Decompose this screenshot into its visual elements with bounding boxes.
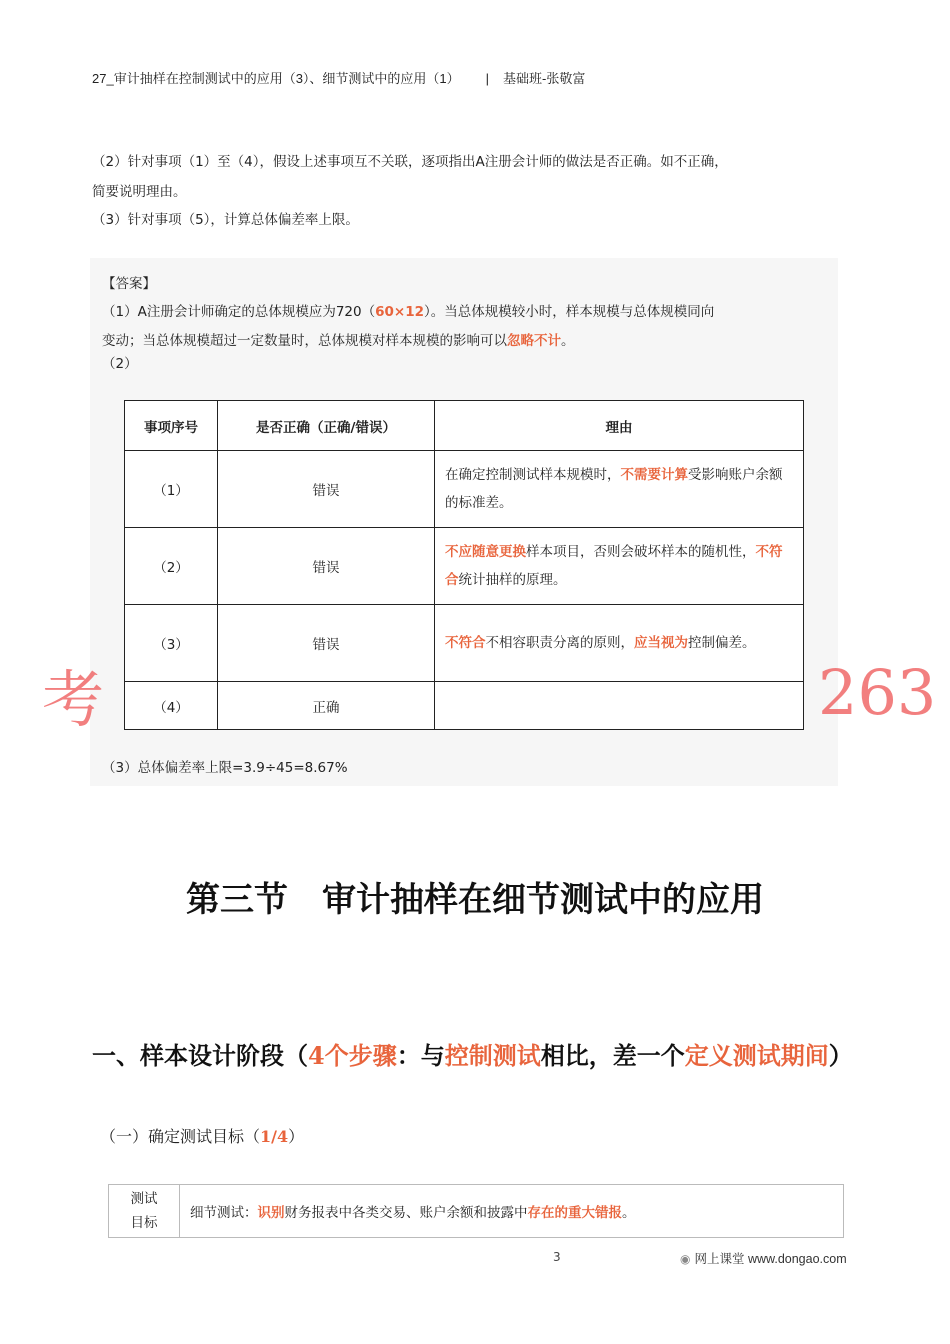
- reason-highlight-2: 不符合: [445, 544, 783, 588]
- objective-highlight-1: 识别: [257, 1205, 285, 1221]
- answer-table-header: [125, 401, 804, 451]
- page-number: 3: [553, 1250, 561, 1264]
- reason-highlight-2: 应当视为: [634, 635, 688, 651]
- row-reason: [435, 528, 804, 605]
- heading2-text-a: （一）确定测试目标（: [100, 1127, 261, 1146]
- footer-brand: [680, 1249, 847, 1267]
- header-separator: |: [485, 71, 490, 86]
- heading-highlight-control: 控制测试: [444, 1041, 541, 1070]
- objective-key: [109, 1185, 180, 1238]
- row-verdict: 正确: [218, 682, 435, 730]
- reason-text-a: 在确定控制测试样本规模时，: [445, 467, 621, 483]
- reason-text-b: 不相容职责分离的原则，: [485, 635, 634, 651]
- reason-highlight-1: 不应随意更换: [445, 544, 526, 560]
- row-number: （4）: [125, 682, 218, 730]
- heading-text-b: ：与: [396, 1041, 445, 1070]
- row-number: （2）: [125, 528, 218, 605]
- header-course: 基础班-张敬富: [503, 71, 586, 86]
- brand-text: 网上课堂 www.dongao.com: [694, 1252, 847, 1266]
- answer-1-line-1: [102, 302, 714, 322]
- watermark-right: 263: [818, 656, 937, 729]
- objective-highlight-2: 存在的重大错报: [527, 1205, 622, 1221]
- col-header-reason: 理由: [435, 401, 804, 451]
- row-reason: [435, 682, 804, 730]
- answer-1-text-d: 。: [561, 333, 575, 349]
- heading-sample-design: [92, 1038, 862, 1074]
- objective-text-b: 财务报表中各类交易、账户余额和披露中: [284, 1205, 528, 1221]
- table-row: [125, 605, 804, 682]
- objective-value: [180, 1185, 844, 1238]
- heading-text-c: 相比，差一个: [540, 1041, 685, 1070]
- heading-highlight-period: 定义测试期间: [684, 1041, 829, 1070]
- heading-test-objective: [100, 1124, 304, 1147]
- heading-highlight-steps: 4个步骤: [308, 1041, 397, 1070]
- answer-1-line-2: [102, 331, 575, 351]
- reason-text-c: 统计抽样的原理。: [458, 572, 567, 588]
- page-header: [92, 68, 585, 87]
- row-verdict: 错误: [218, 605, 435, 682]
- row-verdict: 错误: [218, 528, 435, 605]
- reason-text-b: 受影响账户余额的标准差。: [445, 467, 783, 511]
- objective-table: [108, 1184, 844, 1238]
- heading2-text-b: ）: [288, 1127, 305, 1146]
- answer-1-text-b: ）。当总体规模较小时，样本规模与总体规模同向: [423, 304, 715, 320]
- answer-heading: 【答案】: [102, 276, 156, 292]
- answer-3: （3）总体偏差率上限=3.9÷45=8.67%: [102, 760, 348, 776]
- row-number: （1）: [125, 451, 218, 528]
- question-2-line-2: 简要说明理由。: [92, 184, 187, 200]
- table-row: [125, 451, 804, 528]
- reason-highlight-1: 不符合: [445, 635, 486, 651]
- objective-text-a: 细节测试：: [190, 1205, 258, 1221]
- table-row: [125, 682, 804, 730]
- section-title: 第三节 审计抽样在细节测试中的应用: [186, 880, 764, 920]
- objective-key-text: 测试目标: [130, 1191, 158, 1231]
- watermark-left: 考: [42, 663, 105, 736]
- row-reason: [435, 605, 804, 682]
- col-header-number: 事项序号: [125, 401, 218, 451]
- reason-text-b: 样本项目，否则会破坏样本的随机性，: [526, 544, 756, 560]
- objective-row: [109, 1185, 844, 1238]
- answer-table: [124, 400, 804, 730]
- heading-text-d: ）: [828, 1041, 853, 1070]
- heading-text-a: 一、样本设计阶段（: [92, 1041, 308, 1070]
- row-verdict: 错误: [218, 451, 435, 528]
- reason-highlight-1: 不需要计算: [620, 467, 688, 483]
- answer-1-text-a: （1）A注册会计师确定的总体规模应为720（: [102, 304, 376, 320]
- answer-1-text-c: 变动；当总体规模超过一定数量时，总体规模对样本规模的影响可以: [102, 333, 507, 349]
- objective-text-c: 。: [622, 1205, 636, 1221]
- question-3: （3）针对事项（5），计算总体偏差率上限。: [92, 212, 359, 228]
- reason-text-c: 控制偏差。: [688, 635, 756, 651]
- col-header-verdict: 是否正确（正确/错误）: [218, 401, 435, 451]
- table-row: [125, 528, 804, 605]
- answer-1-highlight-2: 忽略不计: [507, 333, 561, 349]
- heading2-highlight: 1/4: [260, 1127, 289, 1146]
- row-number: （3）: [125, 605, 218, 682]
- answer-1-highlight-1: 60×12: [375, 304, 424, 320]
- brand-logo-icon: ◉: [680, 1252, 691, 1266]
- question-2-line-1: （2）针对事项（1）至（4），假设上述事项互不关联，逐项指出A注册会计师的做法是否正确。如不正确，: [92, 154, 728, 170]
- header-title: 27_审计抽样在控制测试中的应用（3）、细节测试中的应用（1）: [92, 71, 460, 86]
- answer-2-label: （2）: [102, 356, 138, 372]
- row-reason: [435, 451, 804, 528]
